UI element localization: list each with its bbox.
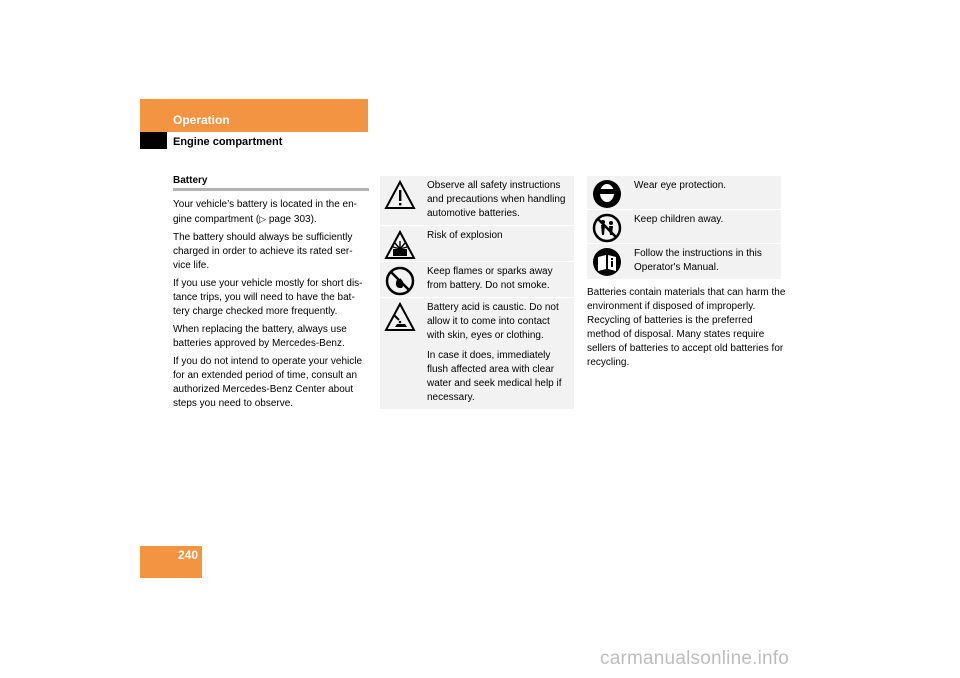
warning-text: Keep children away. <box>634 214 724 225</box>
paragraph-charge: The battery should always be sufficiently charged in order to achieve its rated ser-vice life. <box>173 232 353 271</box>
warning-row <box>380 226 574 262</box>
page-number: 240 <box>177 548 198 562</box>
warning-text: Keep flames or sparks away from battery. Do not smoke. <box>427 266 553 291</box>
section-heading: Battery <box>173 175 369 191</box>
warning-text: Observe all safety instructions and precautions when handling automotive batteries. <box>427 180 566 219</box>
page-reference-arrow-icon: ▷ <box>259 214 267 224</box>
paragraph-short-trips: If you use your vehicle mostly for short dis-tance trips, you will need to have the bat-tery charge checked more frequently. <box>173 278 363 317</box>
warning-text: Wear eye protection. <box>634 180 727 191</box>
warning-text: Battery acid is caustic. Do not allow it to come into contact with skin, eyes or clothing. <box>427 302 559 341</box>
warning-row <box>587 210 781 244</box>
section-subtitle: Engine compartment <box>173 136 283 148</box>
no-flames-icon <box>384 265 416 297</box>
warning-row <box>380 262 574 298</box>
eye-protection-icon <box>592 179 622 209</box>
warning-row <box>587 176 781 210</box>
warning-row <box>380 298 574 409</box>
keep-children-away-icon <box>592 213 622 243</box>
header-marker <box>140 132 167 149</box>
warning-text: Risk of explosion <box>427 230 503 241</box>
operators-manual-icon <box>592 247 622 277</box>
warnings-table-left <box>380 176 574 409</box>
warning-text: In case it does, immediately flush affected area with clear water and seek medical help if necessary. <box>427 350 562 403</box>
warnings-table-right <box>587 176 781 279</box>
explosion-icon <box>384 229 416 261</box>
page-reference[interactable]: page 303). <box>266 214 317 225</box>
paragraph-storage: If you do not intend to operate your vehicle for an extended period of time, consult an authorized Mercedes-Benz Center about steps you need to observe. <box>173 356 363 409</box>
recycling-paragraph: Batteries contain materials that can harm the environment if disposed of improperly. Recycling of batteries is the preferred method of disposal. Many states require sellers of batteries to accept old batteries for recycling. <box>587 287 786 368</box>
warning-triangle-icon <box>384 179 416 211</box>
watermark: carmanualsonline.info <box>600 648 790 669</box>
warning-text: Follow the instructions in this Operator's Manual. <box>634 248 762 273</box>
paragraph-location <box>173 198 369 227</box>
battery-section <box>173 175 369 415</box>
paragraph-replacement: When replacing the battery, always use batteries approved by Mercedes-Benz. <box>173 324 347 349</box>
warning-row <box>380 176 574 226</box>
paragraph-text: Your vehicle’s battery is located in the en-gine compartment ( <box>173 199 357 225</box>
chapter-title: Operation <box>173 113 230 127</box>
caustic-acid-icon <box>384 301 416 333</box>
warning-row <box>587 244 781 279</box>
